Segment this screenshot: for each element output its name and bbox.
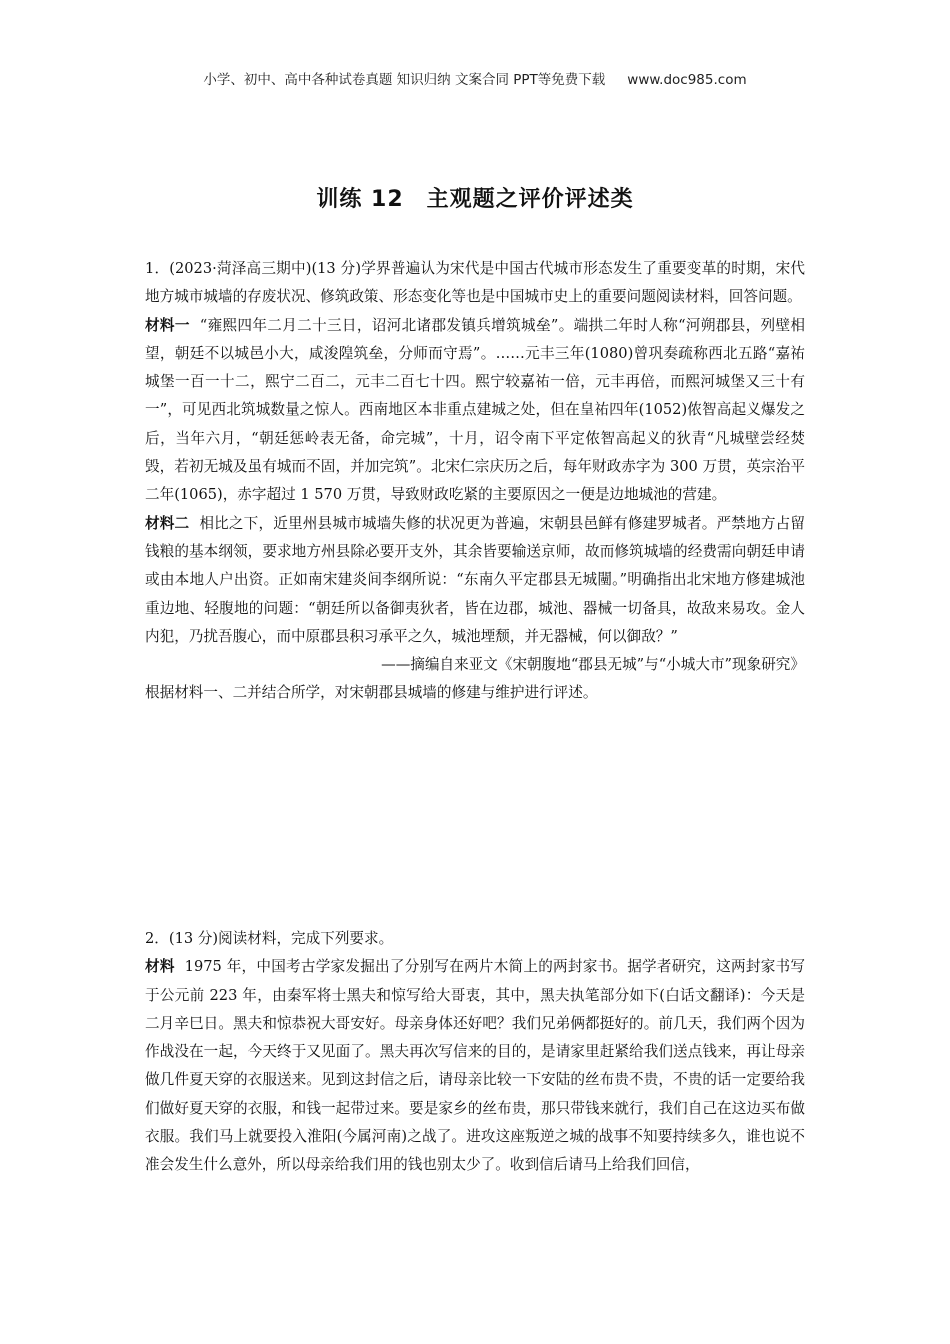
question-1-task: 根据材料一、二并结合所学，对宋朝郡县城墙的修建与维护进行评述。 xyxy=(145,684,598,702)
material-2-label: 材料二 xyxy=(145,514,190,532)
header-text: 小学、初中、高中各种试卷真题 知识归纳 文案合同 PPT等免费下载 xyxy=(203,72,606,88)
header-site-url[interactable]: www.doc985.com xyxy=(627,72,747,88)
material-1-text: “雍熙四年二月二十三日，诏河北诸郡发镇兵增筑城垒”。端拱二年时人称“河朔郡县，列壁相望，朝廷不以城邑小大，咸浚隍筑垒，分师而守焉”。……元丰三年(1080)曾巩奏疏称西北五路“嘉祐城堡一百一十二，熙宁二百二，元丰二百七十四。熙宁较嘉祐一倍，元丰再倍，而熙河城堡又三十有一”，可见西北筑城数量之惊人。西南地区本非重点建城之处，但在皇祐四年(1052)侬智高起义爆发之后，当年六月，“朝廷惩岭表无备，命完城”，十月，诏令南下平定侬智高起义的狄青“凡城壁尝经焚毁，若初无城及虽有城而不固，并加完筑”。北宋仁宗庆历之后，每年财政赤字为 300 万贯，英宗治平二年(1065)，赤字超过 1 570 万贯，导致财政吃紧的主要原因之一便是边地城池的营建。 xyxy=(145,316,805,504)
page-header xyxy=(0,68,950,88)
question-2-intro: 2．(13 分)阅读材料，完成下列要求。 xyxy=(145,930,394,947)
question-1-intro: 1．(2023·菏泽高三期中)(13 分)学界普遍认为宋代是中国古代城市形态发生了重要变革的时期，宋代地方城市城墙的存废状况、修筑政策、形态变化等也是中国城市史上的重要问题阅读材料，回答问题。 xyxy=(145,260,805,306)
question-2-material-text: 1975 年，中国考古学家发掘出了分别写在两片木简上的两封家书。据学者研究，这两封家书写于公元前 223 年，由秦军将士黑夫和惊写给大哥衷，其中，黑夫执笔部分如下(白话文翻译)：今天是二月辛巳日。黑夫和惊恭祝大哥安好。母亲身体还好吧？我们兄弟俩都挺好的。前几天，我们两个因为作战没在一起，今天终于又见面了。黑夫再次写信来的目的，是请家里赶紧给我们送点钱来，再让母亲做几件夏天穿的衣服送来。见到这封信之后，请母亲比较一下安陆的丝布贵不贵，不贵的话一定要给我们做好夏天穿的衣服，和钱一起带过来。要是家乡的丝布贵，那只带钱来就行，我们自己在这边买布做衣服。我们马上就要投入淮阳(今属河南)之战了。进攻这座叛逆之城的战事不知要持续多久，谁也说不准会发生什么意外，所以母亲给我们用的钱也别太少了。收到信后请马上给我们回信， xyxy=(145,958,805,1174)
material-1-label: 材料一 xyxy=(145,316,190,334)
material-source: ——摘编自来亚文《宋朝腹地“郡县无城”与“小城大市”现象研究》 xyxy=(381,656,805,674)
question-1 xyxy=(145,255,805,708)
question-2-material xyxy=(145,953,805,1179)
question-1-material-2 xyxy=(145,510,805,651)
question-2-material-label: 材料 xyxy=(145,958,175,976)
question-2 xyxy=(145,925,805,1180)
material-2-text: 相比之下，近里州县城市城墙失修的状况更为普遍，宋朝县邑鲜有修建罗城者。严禁地方占留钱粮的基本纲领，要求地方州县除必要开支外，其余皆要输送京师，故而修筑城墙的经费需向朝廷申请或由本地人户出资。正如南宋建炎间李纲所说：“东南久平定郡县无城闉。”明确指出北宋地方修建城池重边地、轻腹地的问题：“朝廷所以备御夷狄者，皆在边郡，城池、器械一切备具，故敌来易攻。金人内犯，乃扰吾腹心，而中原郡县积习承平之久，城池堙颓，并无器械，何以御敌？” xyxy=(145,514,805,645)
question-1-material-1 xyxy=(145,312,805,510)
page-title: 训练 12 主观题之评价评述类 xyxy=(316,187,634,212)
